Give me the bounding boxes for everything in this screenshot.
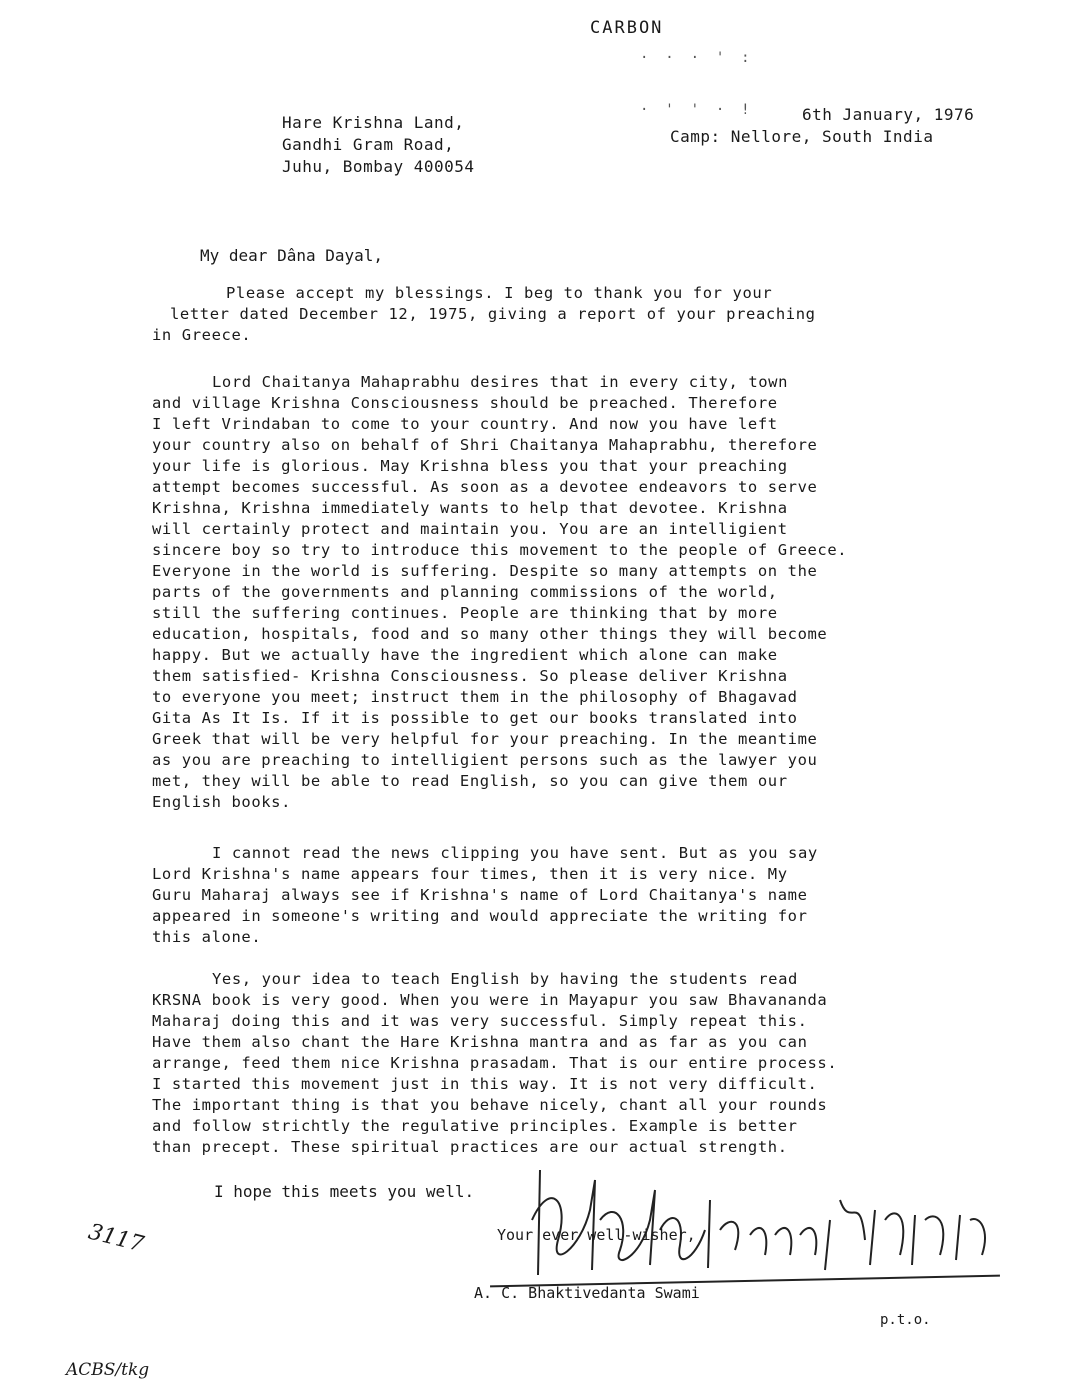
- text-line: Yes, your idea to teach English by having the students read: [212, 970, 798, 988]
- text-line: Have them also chant the Hare Krishna mantra and as far as you can: [152, 1033, 808, 1051]
- text-line: The important thing is that you behave nicely, chant all your rounds: [152, 1096, 828, 1114]
- text-line: this alone.: [152, 928, 262, 946]
- sender-address-line: Hare Krishna Land,: [282, 113, 465, 132]
- text-line: KRSNA book is very good. When you were in Mayapur you saw Bhavananda: [152, 991, 828, 1009]
- text-line: arrange, feed them nice Krishna prasadam. That is our entire process.: [152, 1054, 838, 1072]
- paragraph-1: [152, 283, 972, 346]
- text-line: and village Krishna Consciousness should be preached. Therefore: [152, 394, 778, 412]
- text-line: still the suffering continues. People are thinking that by more: [152, 604, 778, 622]
- text-line: I cannot read the news clipping you have sent. But as you say: [212, 844, 818, 862]
- paragraph-2: [152, 372, 972, 813]
- text-line: Lord Chaitanya Mahaprabhu desires that in every city, town: [212, 373, 789, 391]
- text-line: attempt becomes successful. As soon as a devotee endeavors to serve: [152, 478, 818, 496]
- text-line: to everyone you meet; instruct them in the philosophy of Bhagavad: [152, 688, 798, 706]
- text-line: Lord Krishna's name appears four times, then it is very nice. My: [152, 865, 788, 883]
- text-line: appeared in someone's writing and would appreciate the writing for: [152, 907, 808, 925]
- text-line: parts of the governments and planning commissions of the world,: [152, 583, 778, 601]
- text-line: Please accept my blessings. I beg to thank you for your: [226, 284, 773, 302]
- valediction: Your ever well-wisher,: [497, 1226, 696, 1244]
- text-line: will certainly protect and maintain you. You are an intelligient: [152, 520, 788, 538]
- text-line: Greek that will be very helpful for your preaching. In the meantime: [152, 730, 818, 748]
- handwritten-bottom-note: ACBS/tkg: [66, 1360, 150, 1380]
- handwritten-margin-note: 3117: [85, 1219, 147, 1258]
- signatory-name: A. C. Bhaktivedanta Swami: [474, 1284, 700, 1302]
- sender-address-line: Gandhi Gram Road,: [282, 135, 455, 154]
- text-line: and follow strichtly the regulative principles. Example is better: [152, 1117, 798, 1135]
- text-line: them satisfied- Krishna Consciousness. So please deliver Krishna: [152, 667, 788, 685]
- letter-date: 6th January, 1976: [802, 105, 975, 124]
- pto-marker: p.t.o.: [880, 1312, 931, 1328]
- text-line: your country also on behalf of Shri Chaitanya Mahaprabhu, therefore: [152, 436, 818, 454]
- salutation: My dear Dâna Dayal,: [200, 246, 384, 265]
- camp-location: Camp: Nellore, South India: [670, 127, 934, 146]
- text-line: in Greece.: [152, 326, 252, 344]
- text-line: education, hospitals, food and so many other things they will become: [152, 625, 828, 643]
- date-block: [670, 104, 974, 148]
- text-line: I started this movement just in this way. It is not very difficult.: [152, 1075, 818, 1093]
- text-line: Maharaj doing this and it was very successful. Simply repeat this.: [152, 1012, 808, 1030]
- text-line: English books.: [152, 793, 292, 811]
- text-line: your life is glorious. May Krishna bless you that your preaching: [152, 457, 788, 475]
- text-line: letter dated December 12, 1975, giving a report of your preaching: [170, 305, 816, 323]
- sender-address: [282, 112, 475, 178]
- paragraph-4: [152, 969, 972, 1158]
- text-line: than precept. These spiritual practices are our actual strength.: [152, 1138, 788, 1156]
- sender-address-line: Juhu, Bombay 400054: [282, 157, 475, 176]
- stray-marks: · · · ' : · ' ' · !: [640, 50, 750, 118]
- text-line: I left Vrindaban to come to your country. And now you have left: [152, 415, 778, 433]
- text-line: Krishna, Krishna immediately wants to help that devotee. Krishna: [152, 499, 788, 517]
- text-line: Everyone in the world is suffering. Despite so many attempts on the: [152, 562, 818, 580]
- text-line: met, they will be able to read English, so you can give them our: [152, 772, 788, 790]
- text-line: happy. But we actually have the ingredient which alone can make: [152, 646, 778, 664]
- paragraph-3: [152, 843, 972, 948]
- handwritten-signature: [520, 1160, 1020, 1280]
- carbon-label: CARBON: [590, 18, 664, 38]
- closing-line: I hope this meets you well.: [214, 1182, 475, 1201]
- text-line: Gita As It Is. If it is possible to get our books translated into: [152, 709, 798, 727]
- text-line: as you are preaching to intelligient persons such as the lawyer you: [152, 751, 818, 769]
- text-line: Guru Maharaj always see if Krishna's name of Lord Chaitanya's name: [152, 886, 808, 904]
- text-line: sincere boy so try to introduce this movement to the people of Greece.: [152, 541, 848, 559]
